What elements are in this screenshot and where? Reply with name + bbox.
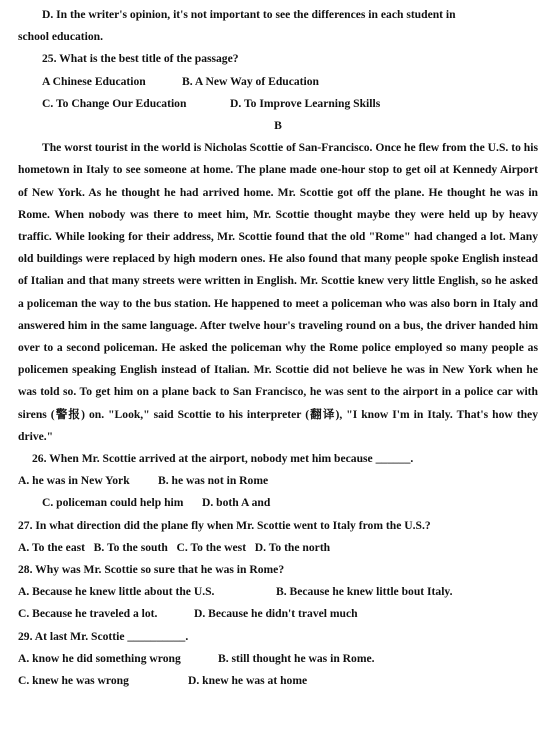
q25-options-ab <box>18 71 538 93</box>
q29-option-a: A. know he did something wrong <box>18 651 181 665</box>
q29-option-c: C. knew he was wrong <box>18 674 129 688</box>
q28-question: 28. Why was Mr. Scottie so sure that he was in Rome? <box>18 563 285 577</box>
q28-option-a: A. Because he knew little about the U.S. <box>18 585 215 599</box>
option-d-line2: school education. <box>18 30 104 44</box>
q26-option-b: B. he was not in Rome <box>158 474 269 488</box>
q26-question: 26. When Mr. Scottie arrived at the airport, nobody met him because ______. <box>32 452 414 466</box>
q26-option-c: C. policeman could help him <box>42 496 184 510</box>
q28-option-d: D. Because he didn't travel much <box>194 607 358 621</box>
q29-option-b: B. still thought he was in Rome. <box>218 651 375 665</box>
q29-question: 29. At last Mr. Scottie __________. <box>18 629 189 643</box>
q25-question: 25. What is the best title of the passage? <box>42 52 239 66</box>
q26-option-d: D. both A and <box>202 496 271 510</box>
section-b-heading: B <box>274 119 282 133</box>
q25-option-d: D. To Improve Learning Skills <box>230 96 381 110</box>
q28-options-cd <box>18 603 538 625</box>
q25-option-c: C. To Change Our Education <box>42 96 187 110</box>
q26-options-cd <box>18 492 538 514</box>
q25-options-cd <box>18 93 538 115</box>
q27-options: A. To the east B. To the south C. To the west D. To the north <box>18 540 331 554</box>
q26-options-ab <box>18 470 538 492</box>
q28-options-ab <box>18 581 538 603</box>
q25-option-b: B. A New Way of Education <box>182 74 320 88</box>
q26-option-a: A. he was in New York <box>18 474 130 488</box>
q27-question: 27. In what direction did the plane fly when Mr. Scottie went to Italy from the U.S.? <box>18 518 431 532</box>
q28-option-c: C. Because he traveled a lot. <box>18 607 158 621</box>
q29-option-d: D. knew he was at home <box>188 674 308 688</box>
q29-options-cd <box>18 670 538 692</box>
option-d-line1: D. In the writer's opinion, it's not important to see the differences in each student in <box>42 8 456 21</box>
passage-paragraph: The worst tourist in the world is Nicholas Scottie of San-Francisco. Once he flew from the U.S. to his hometown in Italy to see someone at home. The plane made one-hour stop to get oil at Kennedy Airport of New York. As he thought he had arrived home. Mr. Scottie got off the plane. He thought he was in Rome. When nobody was there to meet him, Mr. Scottie thought maybe they were held up by heavy traffic. While looking for their address, Mr. Scottie found that the old "Rome" had changed a lot. Many old buildings were replaced by high modern ones. He also found that many people spoke English instead of Italian and that many streets were written in English. Mr. Scottie knew very little English, so he asked a policeman the way to the bus station. He happened to meet a policeman who was also born in Italy and answered him in the same language. After twelve hour's traveling round on a bus, the driver handed him over to a second policeman. He asked the policeman why the Rome police employed so many people as policemen speaking English instead of Italian. Mr. Scottie did not believe he was in New York when he was told so. To get him on a plane back to San Francisco, he was sent to the airport in a police car with sirens (警报) on. "Look," said Scottie to his interpreter (翻译), "I know I'm in Italy. That's how they drive." <box>18 141 538 443</box>
q28-option-b: B. Because he knew little bout Italy. <box>276 585 453 599</box>
q29-options-ab <box>18 648 538 670</box>
q25-option-a: A Chinese Education <box>42 74 146 88</box>
